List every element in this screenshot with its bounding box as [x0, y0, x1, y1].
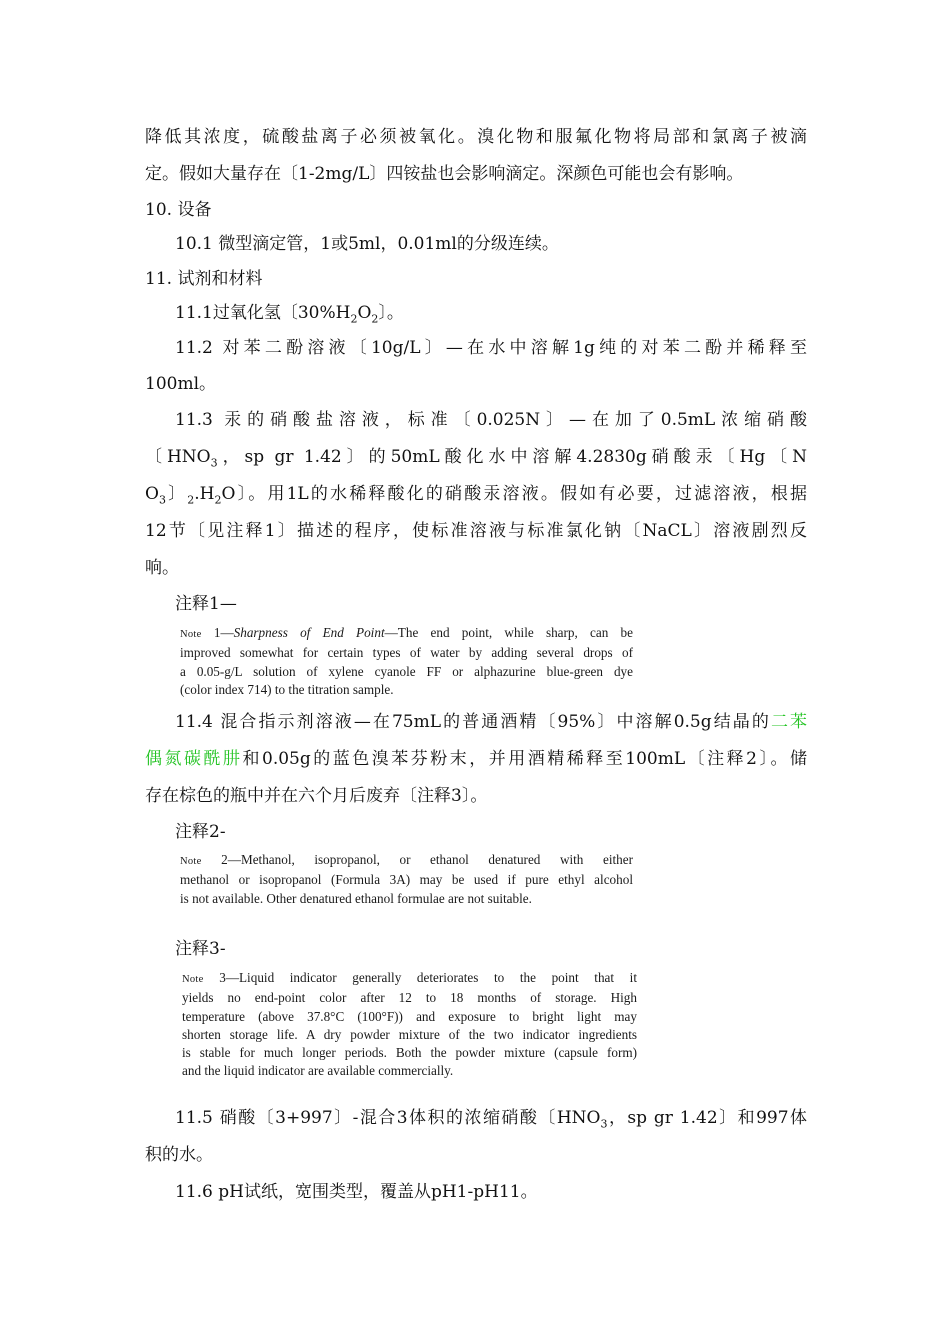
note-line: improved somewhat for certain types of water by adding several drops of [180, 645, 633, 661]
text-run: 和0.05g的蓝色溴苯芬粉末，并用酒精稀释至100mL〔注释2〕。储 [242, 749, 807, 769]
note-1-image-text [180, 624, 633, 699]
text-run: 11.1过氧化氢〔30%H [175, 303, 351, 323]
text-run: O [145, 484, 159, 504]
text-run: 〕。 [378, 303, 404, 323]
paragraph-line: 积的水。 [145, 1145, 213, 1165]
note-label-smallcaps: Note [180, 856, 202, 867]
subscript: 2 [214, 493, 222, 507]
text-run: ，sp gr 1.42〕和997体 [607, 1108, 807, 1128]
note-label: 注释1— [175, 594, 237, 614]
text-run: ，sp gr 1.42〕的50mL酸化水中溶解4.2830g硝酸汞〔Hg〔N [217, 447, 808, 467]
note-line: methanol or isopropanol (Formula 3A) may be used if pure ethyl alcohol [180, 872, 633, 888]
list-item: 11.2 对苯二酚溶液〔10g/L〕—在水中溶解1g纯的对苯二酚并稀释至 [175, 338, 807, 358]
note-line: is stable for much longer periods. Both the powder mixture (capsule form) [182, 1045, 637, 1061]
text-run: O [357, 303, 372, 323]
note-line: temperature (above 37.8°C (100°F)) and exposure to bright light may [182, 1008, 637, 1024]
list-item: 11.6 pH试纸，宽围类型，覆盖从pH1-pH11。 [175, 1182, 538, 1202]
paragraph-line: 响。 [145, 558, 179, 578]
text-run: 〕 [165, 484, 188, 504]
paragraph-line: 降低其浓度，硫酸盐离子必须被氧化。溴化物和服氟化物将局部和氯离子被滴 [145, 127, 807, 147]
text-run: O〕。用1L的水稀释酸化的硝酸汞溶液。假如有必要，过滤溶液，根据 [221, 484, 808, 504]
note-label-smallcaps: Note [180, 629, 202, 640]
note-label-smallcaps: Note [182, 974, 204, 985]
subscript: 3 [210, 456, 218, 470]
highlighted-text: 二苯 [770, 712, 808, 732]
note-line: and the liquid indicator are available commercially. [182, 1063, 454, 1079]
list-item: 10.1 微型滴定管，1或5ml，0.01ml的分级连续。 [175, 234, 559, 254]
list-item [175, 1107, 807, 1129]
list-item [175, 711, 807, 733]
subscript: 2 [187, 493, 195, 507]
note-line: is not available. Other denatured ethanol formulae are not suitable. [180, 890, 532, 906]
list-item: 11.3 汞的硝酸盐溶液，标准〔0.025N〕—在加了0.5mL浓缩硝酸 [175, 410, 807, 430]
subscript: 2 [371, 312, 379, 326]
text-run: 3—Liquid indicator generally deteriorates to the point that it [203, 970, 637, 985]
list-item [175, 302, 807, 324]
note-line: shorten storage life. A dry powder mixture of the two indicator ingredients [182, 1026, 637, 1042]
note-2-image-text [180, 851, 633, 908]
paragraph-line: 存在棕色的瓶中并在六个月后废弃〔注释3〕。 [145, 786, 488, 806]
paragraph-line: 100ml。 [145, 374, 217, 394]
text-run: .H [194, 484, 215, 504]
note-line: yields no end-point color after 12 to 18 months of storage. High [182, 990, 637, 1006]
paragraph-line [145, 483, 807, 505]
note-line: a 0.05-g/L solution of xylene cyanole FF or alphazurine blue-green dye [180, 663, 633, 679]
subscript: 3 [158, 493, 166, 507]
text-run: 2—Methanol, isopropanol, or ethanol denatured with either [201, 852, 633, 867]
subscript: 2 [350, 312, 358, 326]
paragraph-line: 定。假如大量存在〔1-2mg/L〕四铵盐也会影响滴定。深颜色可能也会有影响。 [145, 164, 744, 184]
note-label: 注释3- [175, 939, 226, 959]
text-run: 1— [201, 625, 234, 640]
highlighted-text: 偶氮碳酰肼 [145, 749, 243, 769]
note-3-image-text [182, 969, 637, 1081]
text-run: 11.5 硝酸〔3+997〕-混合3体积的浓缩硝酸〔HNO [175, 1108, 601, 1128]
paragraph-line [145, 446, 807, 468]
text-run: —The end point, while sharp, can be [384, 625, 634, 640]
paragraph-line: 12节〔见注释1〕描述的程序，使标准溶液与标准氯化钠〔NaCL〕溶液剧烈反 [145, 521, 807, 541]
note-title: Sharpness of End Point [233, 625, 385, 640]
text-run: 〔HNO [145, 447, 211, 467]
subscript: 3 [600, 1117, 608, 1131]
note-line: (color index 714) to the titration sample. [180, 681, 394, 697]
section-heading: 11. 试剂和材料 [145, 269, 263, 289]
paragraph-line [145, 748, 807, 770]
note-label: 注释2- [175, 822, 226, 842]
text-run: 11.4 混合指示剂溶液—在75mL的普通酒精〔95%〕中溶解0.5g结晶的 [175, 712, 771, 732]
section-heading: 10. 设备 [145, 200, 212, 220]
